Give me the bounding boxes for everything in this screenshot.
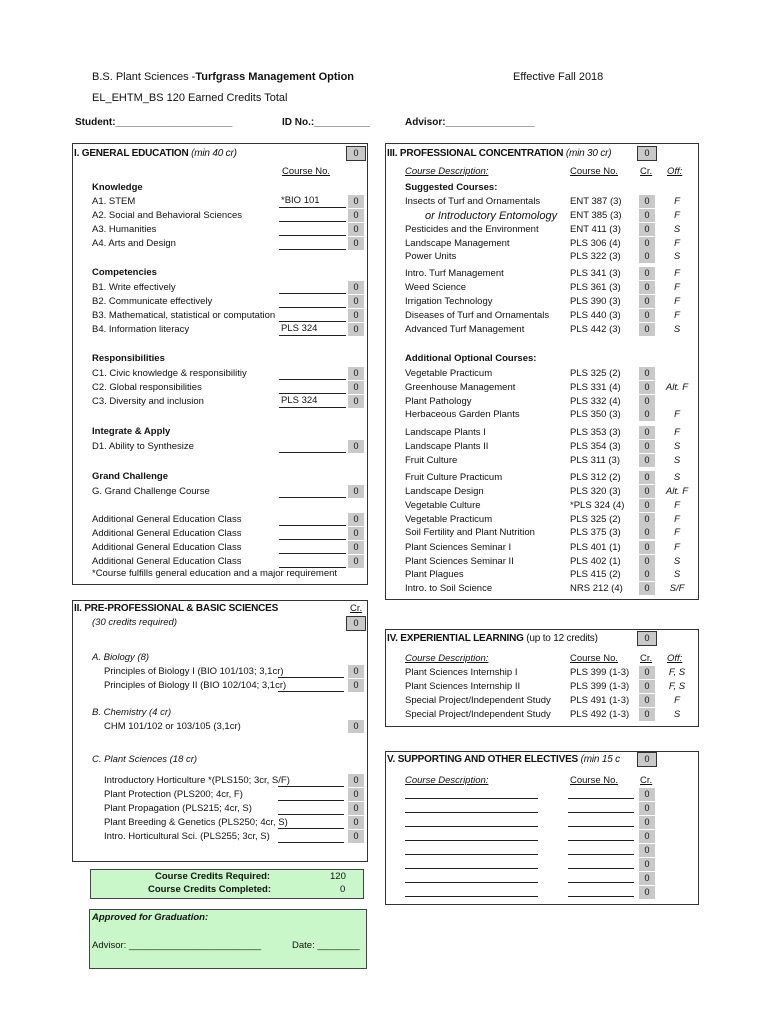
gen-ed-row-label: A3. Humanities (92, 224, 157, 235)
course-offered: S (673, 224, 681, 235)
course-description: Herbaceous Garden Plants (405, 409, 520, 420)
course-description: Power Units (405, 251, 457, 262)
course-description: Landscape Plants I (405, 427, 486, 438)
course-number: PLS 375 (3) (570, 527, 621, 538)
plant-sciences-line[interactable] (278, 789, 344, 801)
course-number: PLS 402 (1) (570, 556, 621, 567)
additional-gen-ed-input[interactable] (279, 542, 346, 554)
course-credit: 0 (639, 195, 655, 208)
course-offered: S (673, 441, 681, 452)
approval-advisor[interactable]: Advisor: _________________________ (92, 940, 262, 951)
elective-description-input[interactable] (405, 871, 538, 883)
credits-completed-label: Course Credits Completed: (148, 884, 271, 895)
gen-ed-course-input[interactable] (279, 396, 346, 408)
elective-description-input[interactable] (405, 857, 538, 869)
chemistry-row: CHM 101/102 or 103/105 (3,1cr) (104, 721, 241, 732)
course-credit: 0 (639, 209, 655, 222)
exp-off-header: Off: (667, 653, 683, 664)
course-credit: 0 (639, 426, 655, 439)
gen-ed-row-label: C2. Global responsibilities (92, 382, 202, 393)
prof-conc-title: III. PROFESSIONAL CONCENTRATION (min 30 cr) (387, 148, 612, 159)
course-description: Fruit Culture (405, 455, 458, 466)
prof-no-header: Course No. (570, 166, 619, 177)
supporting-total: 0 (637, 752, 657, 767)
course-credit: 0 (639, 381, 655, 394)
prof-off-header: Off: (667, 166, 683, 177)
gen-ed-total: 0 (346, 146, 366, 161)
gen-ed-credit: 0 (348, 295, 364, 308)
suggested-heading: Suggested Courses: (405, 182, 498, 193)
sup-no-header: Course No. (570, 775, 619, 786)
elective-description-input[interactable] (405, 829, 538, 841)
course-credit: 0 (639, 237, 655, 250)
elective-credit: 0 (639, 830, 655, 843)
gen-ed-row-label: G. Grand Challenge Course (92, 486, 210, 497)
elective-number-input[interactable] (568, 871, 634, 883)
course-description: Landscape Management (405, 238, 510, 249)
gen-ed-course-input[interactable] (279, 486, 346, 498)
exp-number: PLS 491 (1-3) (570, 695, 630, 706)
gen-ed-course-input[interactable] (279, 238, 346, 250)
course-credit: 0 (639, 485, 655, 498)
elective-number-input[interactable] (568, 829, 634, 841)
course-number: ENT 385 (3) (570, 210, 622, 221)
course-credit: 0 (639, 367, 655, 380)
gen-ed-course-input[interactable] (279, 441, 346, 453)
plant-sciences-row: Plant Breeding & Genetics (PLS250; 4cr, S) (104, 817, 288, 828)
course-offered: S/F (669, 583, 685, 594)
course-number: PLS 415 (2) (570, 569, 621, 580)
biology-line[interactable] (278, 666, 344, 678)
gen-ed-row-label: D1. Ability to Synthesize (92, 441, 194, 452)
course-credit: 0 (639, 568, 655, 581)
course-description: Landscape Plants II (405, 441, 489, 452)
course-offered: F (674, 427, 680, 438)
additional-gen-ed-input[interactable] (279, 556, 346, 568)
elective-credit: 0 (639, 844, 655, 857)
course-number: PLS 353 (3) (570, 427, 621, 438)
elective-number-input[interactable] (568, 815, 634, 827)
course-credit: 0 (639, 499, 655, 512)
course-credit: 0 (639, 281, 655, 294)
exp-credit: 0 (639, 708, 655, 721)
exp-number: PLS 399 (1-3) (570, 681, 630, 692)
student-field[interactable]: Student:_____________________ (75, 117, 233, 128)
additional-gen-ed-input[interactable] (279, 514, 346, 526)
gen-ed-credit: 0 (348, 209, 364, 222)
credits-completed-value: 0 (340, 884, 346, 895)
plant-sciences-line[interactable] (278, 831, 344, 843)
course-offered: F (674, 514, 680, 525)
course-number: ENT 387 (3) (570, 196, 622, 207)
elective-description-input[interactable] (405, 843, 538, 855)
gen-ed-course-value: PLS 324 (281, 395, 318, 406)
course-number: PLS 401 (1) (570, 542, 621, 553)
course-description: Landscape Design (405, 486, 484, 497)
chemistry-heading: B. Chemistry (4 cr) (92, 707, 172, 718)
gen-ed-credit: 0 (348, 281, 364, 294)
course-offered: F (674, 196, 680, 207)
plant-sciences-credit: 0 (348, 802, 364, 815)
gen-ed-course-input[interactable] (279, 368, 346, 380)
course-credit: 0 (639, 513, 655, 526)
course-offered: S (673, 455, 681, 466)
course-number: PLS 440 (3) (570, 310, 621, 321)
course-offered: Alt. F (665, 382, 689, 393)
additional-gen-ed-label: Additional General Education Class (92, 528, 242, 539)
gen-ed-credit: 0 (348, 237, 364, 250)
elective-number-input[interactable] (568, 857, 634, 869)
elective-credit: 0 (639, 872, 655, 885)
course-offered: F (674, 500, 680, 511)
course-number: PLS 332 (4) (570, 396, 621, 407)
gen-ed-row-label: C3. Diversity and inclusion (92, 396, 204, 407)
optional-heading: Additional Optional Courses: (405, 353, 537, 364)
course-description: or Introductory Entomology (425, 210, 558, 222)
course-credit: 0 (639, 323, 655, 336)
course-number: PLS 320 (3) (570, 486, 621, 497)
gen-ed-group-heading: Integrate & Apply (92, 426, 171, 437)
exp-description: Special Project/Independent Study (405, 709, 551, 720)
course-number: NRS 212 (4) (570, 583, 623, 594)
id-field[interactable]: ID No.:__________ (282, 117, 370, 128)
biology-line[interactable] (278, 680, 344, 692)
chemistry-credit: 0 (348, 720, 364, 733)
biology-heading: A. Biology (8) (92, 652, 150, 663)
exp-description: Special Project/Independent Study (405, 695, 551, 706)
course-number: PLS 350 (3) (570, 409, 621, 420)
course-offered: F (674, 409, 680, 420)
elective-number-input[interactable] (568, 787, 634, 799)
elective-credit: 0 (639, 816, 655, 829)
course-credit: 0 (639, 555, 655, 568)
gen-ed-group-heading: Grand Challenge (92, 471, 169, 482)
pre-prof-required: (30 credits required) (92, 617, 178, 628)
elective-credit: 0 (639, 858, 655, 871)
exp-offered: S (673, 709, 681, 720)
gen-ed-row-label: A2. Social and Behavioral Sciences (92, 210, 242, 221)
course-offered: F (674, 527, 680, 538)
course-description: Vegetable Practicum (405, 368, 493, 379)
course-number: PLS 341 (3) (570, 268, 621, 279)
biology-row: Principles of Biology I (BIO 101/103; 3,1cr) (104, 666, 284, 677)
gen-ed-row-label: B4. Information literacy (92, 324, 190, 335)
sup-desc-header: Course Description: (405, 775, 489, 786)
gen-ed-credit: 0 (348, 440, 364, 453)
gen-ed-course-input[interactable] (279, 196, 346, 208)
approval-date[interactable]: Date: ________ (292, 940, 360, 951)
pre-prof-total: 0 (346, 616, 366, 631)
course-credit: 0 (639, 267, 655, 280)
course-offered: F (674, 310, 680, 321)
course-number: PLS 390 (3) (570, 296, 621, 307)
course-credit: 0 (639, 295, 655, 308)
plant-sciences-line[interactable] (278, 803, 344, 815)
form-subtitle: EL_EHTM_BS 120 Earned Credits Total (92, 92, 288, 104)
exp-credit: 0 (639, 666, 655, 679)
course-offered: S (673, 569, 681, 580)
elective-credit: 0 (639, 788, 655, 801)
course-offered: F (674, 296, 680, 307)
gen-ed-credit: 0 (348, 195, 364, 208)
plant-sciences-row: Intro. Horticultural Sci. (PLS255; 3cr, S) (104, 831, 270, 842)
course-offered: F (674, 282, 680, 293)
credits-required-value: 120 (330, 871, 346, 882)
exp-credit: 0 (639, 694, 655, 707)
biology-credit: 0 (348, 679, 364, 692)
additional-gen-ed-label: Additional General Education Class (92, 542, 242, 553)
course-description: Intro. to Soil Science (405, 583, 493, 594)
gen-ed-row-label: B2. Communicate effectively (92, 296, 213, 307)
pre-prof-cr-header: Cr. (350, 603, 363, 614)
gen-ed-course-value: PLS 324 (281, 323, 318, 334)
course-offered: S (673, 472, 681, 483)
elective-number-input[interactable] (568, 801, 634, 813)
additional-gen-ed-credit: 0 (348, 555, 364, 568)
additional-gen-ed-credit: 0 (348, 513, 364, 526)
exp-credit: 0 (639, 680, 655, 693)
gen-ed-course-input[interactable] (279, 282, 346, 294)
elective-description-input[interactable] (405, 787, 538, 799)
gen-ed-course-value: *BIO 101 (281, 195, 320, 206)
course-offered: Alt. F (665, 486, 689, 497)
gen-ed-group-heading: Responsibilities (92, 353, 165, 364)
course-offered: F (674, 542, 680, 553)
gen-ed-course-input[interactable] (279, 224, 346, 236)
gen-ed-credit: 0 (348, 367, 364, 380)
course-description: Intro. Turf Management (405, 268, 504, 279)
plant-sciences-line[interactable] (278, 817, 344, 829)
additional-gen-ed-credit: 0 (348, 527, 364, 540)
plant-sciences-credit: 0 (348, 816, 364, 829)
plant-sciences-heading: C. Plant Sciences (18 cr) (92, 754, 198, 765)
course-offered: F (674, 268, 680, 279)
prof-cr-header: Cr. (640, 166, 653, 177)
course-number: PLS 331 (4) (570, 382, 621, 393)
course-number: PLS 442 (3) (570, 324, 621, 335)
plant-sciences-row: Plant Propagation (PLS215; 4cr, S) (104, 803, 252, 814)
credits-required-label: Course Credits Required: (155, 871, 271, 882)
gen-ed-row-label: B1. Write effectively (92, 282, 176, 293)
gen-ed-course-header: Course No. (282, 166, 331, 177)
course-credit: 0 (639, 223, 655, 236)
course-description: Plant Sciences Seminar II (405, 556, 514, 567)
course-number: PLS 361 (3) (570, 282, 621, 293)
gen-ed-credit: 0 (348, 323, 364, 336)
course-offered: F (674, 210, 680, 221)
course-description: Plant Pathology (405, 396, 472, 407)
additional-gen-ed-credit: 0 (348, 541, 364, 554)
course-description: Plant Sciences Seminar I (405, 542, 512, 553)
course-credit: 0 (639, 526, 655, 539)
plant-sciences-line[interactable] (278, 775, 344, 787)
elective-description-input[interactable] (405, 885, 538, 897)
course-credit: 0 (639, 250, 655, 263)
supporting-title: V. SUPPORTING AND OTHER ELECTIVES (min 15 c (387, 754, 620, 765)
experiential-title: IV. EXPERIENTIAL LEARNING (up to 12 credits) (387, 633, 598, 644)
gen-ed-course-input[interactable] (279, 382, 346, 394)
gen-ed-credit: 0 (348, 485, 364, 498)
course-number: PLS 311 (3) (570, 455, 620, 466)
form-title: B.S. Plant Sciences -Turfgrass Management Option (92, 71, 355, 83)
course-credit: 0 (639, 408, 655, 421)
prof-conc-total: 0 (637, 146, 657, 161)
elective-number-input[interactable] (568, 885, 634, 897)
exp-cr-header: Cr. (640, 653, 653, 664)
plant-sciences-row: Introductory Horticulture *(PLS150; 3cr, S/F) (104, 775, 290, 786)
course-description: Weed Science (405, 282, 467, 293)
plant-sciences-row: Plant Protection (PLS200; 4cr, F) (104, 789, 243, 800)
pre-prof-title: II. PRE-PROFESSIONAL & BASIC SCIENCES (74, 603, 279, 614)
course-number: PLS 312 (2) (570, 472, 621, 483)
prof-desc-header: Course Description: (405, 166, 489, 177)
elective-credit: 0 (639, 886, 655, 899)
biology-credit: 0 (348, 665, 364, 678)
plant-sciences-credit: 0 (348, 788, 364, 801)
exp-number: PLS 492 (1-3) (570, 709, 630, 720)
course-number: PLS 322 (3) (570, 251, 621, 262)
exp-offered: F, S (668, 681, 686, 692)
gen-ed-group-heading: Competencies (92, 267, 157, 278)
course-number: PLS 325 (2) (570, 368, 621, 379)
course-offered: S (673, 251, 681, 262)
gen-ed-credit: 0 (348, 309, 364, 322)
sup-cr-header: Cr. (640, 775, 653, 786)
course-description: Advanced Turf Management (405, 324, 525, 335)
exp-description: Plant Sciences Internship I (405, 667, 518, 678)
course-description: Pesticides and the Environment (405, 224, 539, 235)
exp-offered: F, S (668, 667, 686, 678)
course-credit: 0 (639, 309, 655, 322)
elective-number-input[interactable] (568, 843, 634, 855)
course-number: PLS 354 (3) (570, 441, 621, 452)
elective-credit: 0 (639, 802, 655, 815)
course-credit: 0 (639, 454, 655, 467)
course-number: PLS 306 (4) (570, 238, 621, 249)
gen-ed-course-input[interactable] (279, 210, 346, 222)
gen-ed-course-input[interactable] (279, 296, 346, 308)
additional-gen-ed-input[interactable] (279, 528, 346, 540)
gen-ed-row-label: C1. Civic knowledge & responsibilitiy (92, 368, 247, 379)
course-credit: 0 (639, 440, 655, 453)
exp-offered: F (674, 695, 680, 706)
course-description: Soil Fertility and Plant Nutrition (405, 527, 535, 538)
course-offered: S (673, 324, 681, 335)
experiential-total: 0 (637, 631, 657, 646)
course-description: Fruit Culture Practicum (405, 472, 503, 483)
course-number: *PLS 324 (4) (570, 500, 625, 511)
gen-ed-title: I. GENERAL EDUCATION (min 40 cr) (74, 148, 237, 159)
course-description: Diseases of Turf and Ornamentals (405, 310, 550, 321)
gen-ed-course-input[interactable] (279, 324, 346, 336)
biology-row: Principles of Biology II (BIO 102/104; 3,1cr) (104, 680, 287, 691)
exp-desc-header: Course Description: (405, 653, 489, 664)
exp-no-header: Course No. (570, 653, 619, 664)
elective-description-input[interactable] (405, 801, 538, 813)
course-credit: 0 (639, 395, 655, 408)
elective-description-input[interactable] (405, 815, 538, 827)
course-description: Greenhouse Management (405, 382, 516, 393)
course-description: Irrigation Technology (405, 296, 493, 307)
effective-date: Effective Fall 2018 (513, 71, 604, 83)
gen-ed-credit: 0 (348, 395, 364, 408)
exp-number: PLS 399 (1-3) (570, 667, 630, 678)
gen-ed-group-heading: Knowledge (92, 182, 143, 193)
course-number: PLS 325 (2) (570, 514, 621, 525)
plant-sciences-credit: 0 (348, 774, 364, 787)
gen-ed-row-label: A4. Arts and Design (92, 238, 176, 249)
gen-ed-course-input[interactable] (279, 310, 346, 322)
course-credit: 0 (639, 582, 655, 595)
course-offered: F (674, 238, 680, 249)
course-number: ENT 411 (3) (570, 224, 621, 235)
course-description: Vegetable Culture (405, 500, 481, 511)
plant-sciences-credit: 0 (348, 830, 364, 843)
additional-gen-ed-label: Additional General Education Class (92, 556, 242, 567)
gen-ed-row-label: A1. STEM (92, 196, 136, 207)
course-description: Insects of Turf and Ornamentals (405, 196, 541, 207)
course-description: Plant Plagues (405, 569, 464, 580)
exp-description: Plant Sciences Internship II (405, 681, 521, 692)
approval-title: Approved for Graduation: (92, 912, 209, 923)
additional-gen-ed-label: Additional General Education Class (92, 514, 242, 525)
advisor-field[interactable]: Advisor:________________ (405, 117, 535, 128)
gen-ed-row-label: B3. Mathematical, statistical or computation (92, 310, 276, 321)
course-credit: 0 (639, 541, 655, 554)
gen-ed-credit: 0 (348, 223, 364, 236)
course-offered: S (673, 556, 681, 567)
course-credit: 0 (639, 471, 655, 484)
gen-ed-credit: 0 (348, 381, 364, 394)
gen-ed-footnote: *Course fulfills general education and a major requirement (92, 568, 338, 579)
course-description: Vegetable Practicum (405, 514, 493, 525)
